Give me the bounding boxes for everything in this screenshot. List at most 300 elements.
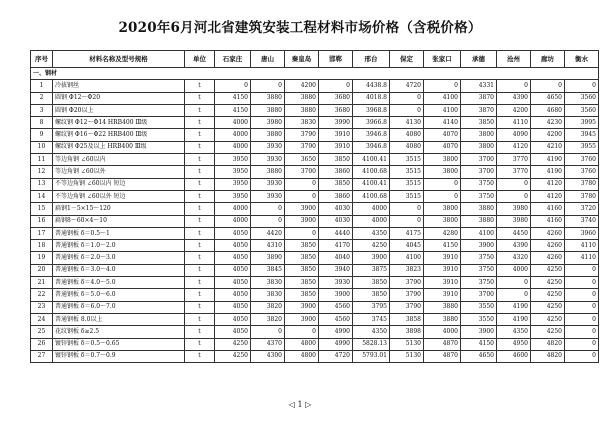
price-cell: 3950 <box>215 190 251 202</box>
price-cell: 4250 <box>531 326 565 338</box>
price-cell: 4045 <box>390 240 424 252</box>
price-cell: 4250 <box>353 240 390 252</box>
price-cell: 4018.8 <box>353 92 390 104</box>
price-cell: 4200 <box>285 80 319 92</box>
row-number: 27 <box>31 350 53 362</box>
price-cell: 0 <box>497 289 531 301</box>
price-cell: 3930 <box>251 141 285 153</box>
price-cell: 3800 <box>424 166 461 178</box>
price-cell: 4050 <box>215 240 251 252</box>
price-cell: 3946.8 <box>353 129 390 141</box>
price-cell: 3720 <box>565 203 599 215</box>
price-cell: 3823 <box>390 264 424 276</box>
price-cell: 3880 <box>285 104 319 116</box>
price-cell: 3770 <box>497 154 531 166</box>
row-number: 16 <box>31 215 53 227</box>
price-cell: 3930 <box>319 277 353 289</box>
price-cell: 4175 <box>390 227 424 239</box>
table-row <box>31 178 599 190</box>
price-cell: 5828.13 <box>353 338 390 350</box>
price-table <box>30 50 599 363</box>
price-cell: 3550 <box>461 301 497 313</box>
price-cell: 4230 <box>531 117 565 129</box>
price-cell: 3960 <box>565 227 599 239</box>
price-cell: 4250 <box>531 313 565 325</box>
price-cell: 4000 <box>215 129 251 141</box>
material-name: 不等边角钢 ∠60以外 短边 <box>53 190 185 202</box>
price-cell: 4320 <box>497 252 531 264</box>
column-header: 序号 <box>31 51 53 68</box>
price-cell: 0 <box>565 313 599 325</box>
price-cell: 3750 <box>461 264 497 276</box>
price-cell: 0 <box>215 80 251 92</box>
price-cell: 0 <box>497 190 531 202</box>
table-row <box>31 301 599 313</box>
price-cell: 3950 <box>215 178 251 190</box>
price-cell: 4080 <box>390 129 424 141</box>
price-cell: 3900 <box>353 252 390 264</box>
price-cell: 4560 <box>319 313 353 325</box>
material-name: 镀锌钢板 δ＝0.7～0.9 <box>53 350 185 362</box>
price-cell: 3880 <box>251 129 285 141</box>
unit: t <box>185 277 215 289</box>
unit: t <box>185 350 215 362</box>
table-row <box>31 104 599 116</box>
price-cell: 3515 <box>390 178 424 190</box>
price-cell: 4030 <box>319 215 353 227</box>
price-cell: 4650 <box>461 350 497 362</box>
price-cell: 0 <box>565 80 599 92</box>
material-name: 普通钢板 δ＝6.0～7.0 <box>53 301 185 313</box>
price-cell: 3790 <box>390 277 424 289</box>
price-cell: 3750 <box>461 252 497 264</box>
price-cell: 4100 <box>461 227 497 239</box>
material-name: 螺纹钢 Φ12～Φ14 HRB400 Ⅲ级 <box>53 117 185 129</box>
table-row <box>31 215 599 227</box>
row-number: 17 <box>31 227 53 239</box>
price-cell: 0 <box>565 301 599 313</box>
price-cell: 3930 <box>251 178 285 190</box>
price-cell: 3900 <box>461 326 497 338</box>
price-cell: 4080 <box>390 141 424 153</box>
price-cell: 3880 <box>285 92 319 104</box>
price-cell: 5130 <box>390 338 424 350</box>
price-cell: 3780 <box>565 190 599 202</box>
table-row <box>31 154 599 166</box>
row-number: 21 <box>31 277 53 289</box>
price-cell: 4120 <box>531 190 565 202</box>
price-cell: 4720 <box>390 80 424 92</box>
material-name: 普通钢板 δ＝5.0～6.0 <box>53 289 185 301</box>
table-row <box>31 350 599 362</box>
price-cell: 4200 <box>531 129 565 141</box>
price-cell: 3850 <box>319 154 353 166</box>
price-cell: 3910 <box>424 277 461 289</box>
price-cell: 4650 <box>531 92 565 104</box>
column-header: 沧州 <box>497 51 531 68</box>
column-header: 单位 <box>185 51 215 68</box>
material-name: 冷拔钢丝 <box>53 80 185 92</box>
price-cell: 3900 <box>285 313 319 325</box>
price-cell: 3770 <box>497 166 531 178</box>
material-name: 圆钢 Φ20以上 <box>53 104 185 116</box>
price-cell: 4170 <box>319 240 353 252</box>
column-header: 保定 <box>390 51 424 68</box>
price-cell: 0 <box>319 80 353 92</box>
column-header: 石家庄 <box>215 51 251 68</box>
price-cell: 4250 <box>531 277 565 289</box>
unit: t <box>185 289 215 301</box>
unit: t <box>185 178 215 190</box>
row-number: 8 <box>31 117 53 129</box>
price-cell: 5130 <box>390 350 424 362</box>
price-cell: 0 <box>251 215 285 227</box>
price-cell: 0 <box>565 264 599 276</box>
price-cell: 3790 <box>390 301 424 313</box>
price-cell: 4190 <box>497 313 531 325</box>
price-cell: 0 <box>497 178 531 190</box>
row-number: 1 <box>31 80 53 92</box>
price-cell: 4100 <box>424 92 461 104</box>
row-number: 25 <box>31 326 53 338</box>
price-cell: 3850 <box>285 289 319 301</box>
price-cell: 0 <box>565 289 599 301</box>
price-cell: 3900 <box>285 215 319 227</box>
price-cell: 3870 <box>461 104 497 116</box>
price-cell: 3515 <box>390 154 424 166</box>
price-cell: 3898 <box>390 326 424 338</box>
price-cell: 4310 <box>251 240 285 252</box>
price-cell: 4000 <box>353 203 390 215</box>
column-header: 邢台 <box>353 51 390 68</box>
price-cell: 0 <box>497 277 531 289</box>
price-cell: 3850 <box>353 277 390 289</box>
row-number: 14 <box>31 190 53 202</box>
price-cell: 4120 <box>531 178 565 190</box>
price-cell: 4560 <box>319 301 353 313</box>
price-cell: 4070 <box>424 129 461 141</box>
price-cell: 0 <box>251 80 285 92</box>
price-cell: 4110 <box>497 117 531 129</box>
price-cell: 3700 <box>461 289 497 301</box>
price-cell: 4070 <box>424 141 461 153</box>
price-cell: 3750 <box>461 190 497 202</box>
price-cell: 0 <box>531 80 565 92</box>
price-cell: 4000 <box>353 215 390 227</box>
table-row <box>31 203 599 215</box>
material-name: 螺纹钢 Φ25及以上 HRB400 Ⅲ级 <box>53 141 185 153</box>
price-cell: 4190 <box>497 301 531 313</box>
table-header-row <box>31 51 599 68</box>
price-cell: 0 <box>285 178 319 190</box>
unit: t <box>185 129 215 141</box>
price-cell: 0 <box>390 215 424 227</box>
material-name: 普通钢板 δ＝0.5～1 <box>53 227 185 239</box>
price-cell: 3870 <box>461 92 497 104</box>
price-cell: 3845 <box>251 264 285 276</box>
price-cell: 3900 <box>461 240 497 252</box>
price-cell: 4100 <box>424 104 461 116</box>
row-number: 12 <box>31 166 53 178</box>
row-number: 9 <box>31 129 53 141</box>
unit: t <box>185 154 215 166</box>
price-cell: 3560 <box>565 104 599 116</box>
price-cell: 4990 <box>319 326 353 338</box>
price-cell: 4150 <box>215 92 251 104</box>
material-name: 普通钢板 8.0以上 <box>53 313 185 325</box>
price-cell: 3680 <box>319 104 353 116</box>
unit: t <box>185 117 215 129</box>
row-number: 22 <box>31 289 53 301</box>
price-cell: 3790 <box>390 289 424 301</box>
price-cell: 3780 <box>565 178 599 190</box>
price-cell: 4420 <box>251 227 285 239</box>
row-number: 23 <box>31 301 53 313</box>
material-name: 等边角钢 ∠60以外 <box>53 166 185 178</box>
price-cell: 4030 <box>319 203 353 215</box>
material-name: 普通钢板 δ＝4.0～5.0 <box>53 277 185 289</box>
material-name: 镀锌钢板 δ＝0.5～0.65 <box>53 338 185 350</box>
table-row <box>31 166 599 178</box>
price-cell: 4050 <box>215 289 251 301</box>
unit: t <box>185 252 215 264</box>
price-cell: 3750 <box>461 277 497 289</box>
price-cell: 3515 <box>390 166 424 178</box>
unit: t <box>185 240 215 252</box>
price-cell: 3900 <box>285 301 319 313</box>
column-header: 秦皇岛 <box>285 51 319 68</box>
price-cell: 3946.8 <box>353 141 390 153</box>
table-row <box>31 338 599 350</box>
price-cell: 3850 <box>285 264 319 276</box>
table-row <box>31 289 599 301</box>
price-cell: 3880 <box>424 301 461 313</box>
price-cell: 3800 <box>461 141 497 153</box>
material-name: 等边角钢 ∠60以内 <box>53 154 185 166</box>
material-name: 普通钢板 δ＝1.0～2.0 <box>53 240 185 252</box>
price-cell: 0 <box>285 326 319 338</box>
price-cell: 4050 <box>215 227 251 239</box>
material-name: 扁钢8～60×4～10 <box>53 215 185 227</box>
price-cell: 4000 <box>215 215 251 227</box>
price-cell: 3860 <box>319 190 353 202</box>
price-cell: 3700 <box>461 154 497 166</box>
price-cell: 4000 <box>215 141 251 153</box>
price-cell: 4250 <box>215 350 251 362</box>
unit: t <box>185 338 215 350</box>
price-cell: 3875 <box>353 264 390 276</box>
unit: t <box>185 141 215 153</box>
price-cell: 4100 <box>390 252 424 264</box>
price-cell: 0 <box>285 227 319 239</box>
price-cell: 3860 <box>319 166 353 178</box>
price-cell: 0 <box>565 350 599 362</box>
price-cell: 4140 <box>424 117 461 129</box>
column-header: 承德 <box>461 51 497 68</box>
price-cell: 0 <box>285 190 319 202</box>
price-cell: 3980 <box>251 117 285 129</box>
price-cell: 3750 <box>461 178 497 190</box>
price-cell: 3515 <box>390 190 424 202</box>
unit: t <box>185 203 215 215</box>
price-cell: 5793.01 <box>353 350 390 362</box>
table-row <box>31 264 599 276</box>
price-cell: 4300 <box>251 350 285 362</box>
price-cell: 0 <box>565 277 599 289</box>
table-row <box>31 313 599 325</box>
price-cell: 3950 <box>215 154 251 166</box>
price-cell: 3820 <box>251 313 285 325</box>
column-header: 衡水 <box>565 51 599 68</box>
price-cell: 0 <box>424 190 461 202</box>
table-row <box>31 129 599 141</box>
price-cell: 0 <box>565 338 599 350</box>
price-cell: 3930 <box>251 154 285 166</box>
unit: t <box>185 166 215 178</box>
price-cell: 3550 <box>461 313 497 325</box>
unit: t <box>185 104 215 116</box>
price-cell: 3760 <box>565 166 599 178</box>
price-cell: 3790 <box>285 141 319 153</box>
price-cell: 4800 <box>285 338 319 350</box>
unit: t <box>185 190 215 202</box>
price-cell: 3858 <box>390 313 424 325</box>
unit: t <box>185 215 215 227</box>
row-number: 10 <box>31 141 53 153</box>
price-cell: 3795 <box>353 301 390 313</box>
price-cell: 0 <box>424 178 461 190</box>
column-header: 材料名称及型号规格 <box>53 51 185 68</box>
material-name: 扁钢1－5×15～120 <box>53 203 185 215</box>
row-number: 2 <box>31 92 53 104</box>
price-cell: 3800 <box>424 154 461 166</box>
price-cell: 3880 <box>424 313 461 325</box>
price-cell: 3900 <box>285 203 319 215</box>
price-cell: 4820 <box>531 338 565 350</box>
price-cell: 4120 <box>497 141 531 153</box>
price-cell: 4190 <box>531 166 565 178</box>
price-cell: 4280 <box>424 227 461 239</box>
table-row <box>31 92 599 104</box>
price-cell: 4390 <box>497 92 531 104</box>
price-cell: 3930 <box>251 190 285 202</box>
table-row <box>31 141 599 153</box>
price-cell: 4331 <box>461 80 497 92</box>
price-cell: 4190 <box>531 154 565 166</box>
price-cell: 3880 <box>251 92 285 104</box>
price-cell: 0 <box>424 80 461 92</box>
price-cell: 4050 <box>215 301 251 313</box>
unit: t <box>185 227 215 239</box>
price-cell: 3560 <box>565 92 599 104</box>
price-cell: 0 <box>390 203 424 215</box>
column-header: 唐山 <box>251 51 285 68</box>
price-cell: 3980 <box>497 203 531 215</box>
row-number: 15 <box>31 203 53 215</box>
page-number: ◁ 1 ▷ <box>288 400 312 409</box>
price-cell: 3850 <box>461 117 497 129</box>
price-cell: 4250 <box>215 338 251 350</box>
price-cell: 4870 <box>424 338 461 350</box>
price-cell: 4110 <box>565 252 599 264</box>
price-cell: 4050 <box>215 264 251 276</box>
price-cell: 4390 <box>497 240 531 252</box>
price-cell: 3910 <box>319 141 353 153</box>
price-cell: 4350 <box>353 326 390 338</box>
unit: t <box>185 326 215 338</box>
row-number: 18 <box>31 240 53 252</box>
price-cell: 3790 <box>285 129 319 141</box>
price-cell: 3968.8 <box>353 104 390 116</box>
price-cell: 4040 <box>319 252 353 264</box>
column-header: 张家口 <box>424 51 461 68</box>
price-cell: 3850 <box>319 178 353 190</box>
price-cell: 3700 <box>285 166 319 178</box>
price-cell: 4680 <box>531 104 565 116</box>
price-cell: 0 <box>251 326 285 338</box>
price-cell: 3850 <box>285 252 319 264</box>
table-row <box>31 252 599 264</box>
row-number: 20 <box>31 264 53 276</box>
price-cell: 3940 <box>319 264 353 276</box>
price-cell: 4100.41 <box>353 178 390 190</box>
material-name: 不等边角钢 ∠60以内 短边 <box>53 178 185 190</box>
price-cell: 4438.8 <box>353 80 390 92</box>
price-cell: 4370 <box>251 338 285 350</box>
price-cell: 3880 <box>461 203 497 215</box>
price-cell: 3700 <box>461 166 497 178</box>
table-row <box>31 326 599 338</box>
price-cell: 4000 <box>215 117 251 129</box>
price-cell: 4820 <box>531 350 565 362</box>
page-title: 2020年6月河北省建筑安装工程材料市场价格（含税价格） <box>118 20 482 36</box>
table-row <box>31 80 599 92</box>
price-cell: 4100.68 <box>353 166 390 178</box>
price-cell: 3910 <box>424 252 461 264</box>
price-cell: 4110 <box>565 240 599 252</box>
table-row <box>31 227 599 239</box>
price-cell: 3820 <box>251 301 285 313</box>
price-cell: 3800 <box>424 215 461 227</box>
price-cell: 3980 <box>497 215 531 227</box>
table-row <box>31 277 599 289</box>
price-cell: 4450 <box>497 227 531 239</box>
price-cell: 4100.41 <box>353 154 390 166</box>
price-cell: 4350 <box>353 227 390 239</box>
price-cell: 3760 <box>565 154 599 166</box>
price-cell: 4050 <box>215 277 251 289</box>
price-cell: 4440 <box>319 227 353 239</box>
price-cell: 4150 <box>424 240 461 252</box>
price-cell: 4250 <box>531 264 565 276</box>
price-cell: 4200 <box>497 104 531 116</box>
price-cell: 4130 <box>390 117 424 129</box>
table-row <box>31 117 599 129</box>
section-row <box>31 68 599 80</box>
price-cell: 3890 <box>251 252 285 264</box>
price-cell: 0 <box>497 80 531 92</box>
row-number: 26 <box>31 338 53 350</box>
price-cell: 3745 <box>353 313 390 325</box>
price-cell: 3830 <box>285 117 319 129</box>
price-cell: 3990 <box>319 117 353 129</box>
table-row <box>31 190 599 202</box>
unit: t <box>185 80 215 92</box>
row-number: 19 <box>31 252 53 264</box>
price-cell: 4050 <box>215 252 251 264</box>
unit: t <box>185 301 215 313</box>
price-cell: 4150 <box>215 104 251 116</box>
